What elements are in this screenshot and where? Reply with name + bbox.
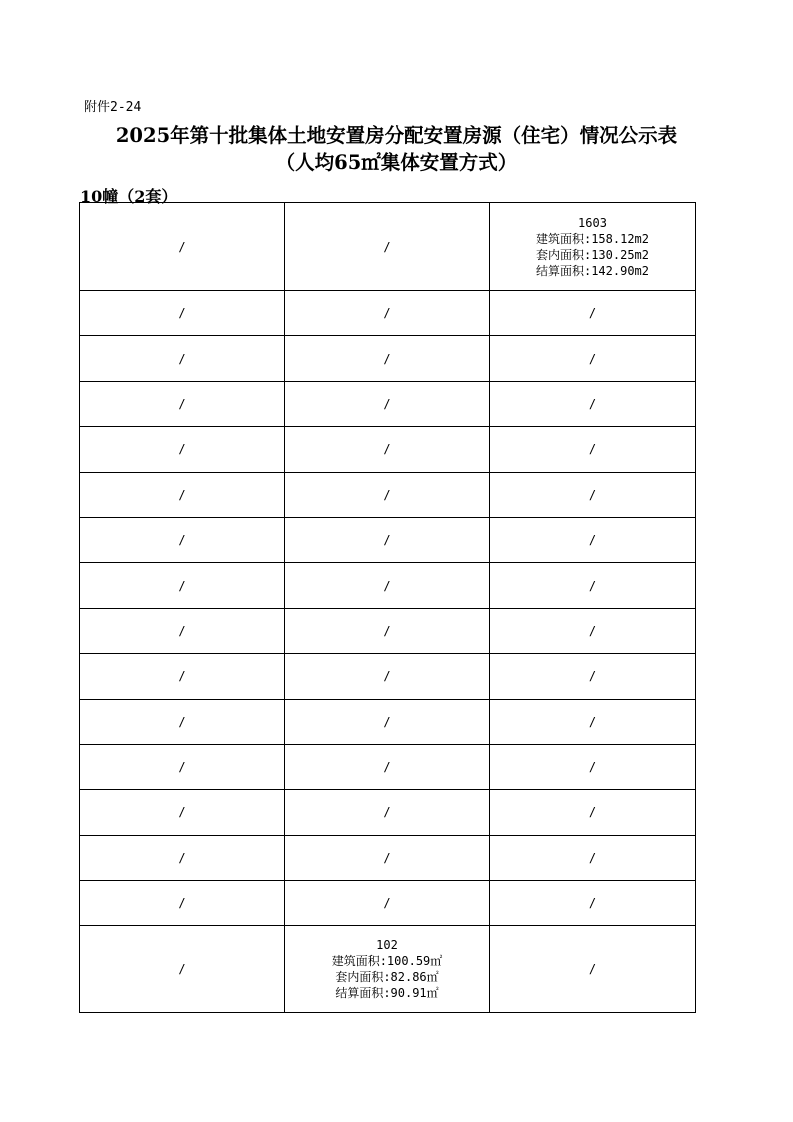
empty-cell: / <box>285 203 490 291</box>
empty-cell: / <box>285 881 490 926</box>
unit-settlement-area: 结算面积:90.91㎡ <box>335 986 439 1001</box>
empty-cell: / <box>490 291 696 336</box>
table-row <box>80 381 696 426</box>
empty-cell: / <box>80 381 285 426</box>
empty-cell: / <box>80 654 285 699</box>
table-row <box>80 563 696 608</box>
unit-cell-102 <box>285 926 490 1013</box>
table-row <box>80 835 696 880</box>
empty-cell: / <box>285 472 490 517</box>
table-row <box>80 654 696 699</box>
empty-cell: / <box>80 699 285 744</box>
empty-cell: / <box>490 336 696 381</box>
table-row <box>80 926 696 1013</box>
table-row <box>80 472 696 517</box>
empty-cell: / <box>80 835 285 880</box>
empty-cell: / <box>490 517 696 562</box>
table-row <box>80 699 696 744</box>
table-row <box>80 744 696 789</box>
empty-cell: / <box>490 926 696 1013</box>
table-row <box>80 291 696 336</box>
empty-cell: / <box>285 699 490 744</box>
empty-cell: / <box>490 563 696 608</box>
unit-cell-1603 <box>490 203 696 291</box>
empty-cell: / <box>80 608 285 653</box>
empty-cell: / <box>490 654 696 699</box>
unit-building-area: 建筑面积:100.59㎡ <box>331 954 443 969</box>
unit-building-area: 建筑面积:158.12m2 <box>535 231 650 246</box>
building-label: 10幢（2套） <box>80 187 178 206</box>
table-row <box>80 517 696 562</box>
table-row <box>80 881 696 926</box>
empty-cell: / <box>285 744 490 789</box>
empty-cell: / <box>80 881 285 926</box>
empty-cell: / <box>285 835 490 880</box>
empty-cell: / <box>285 563 490 608</box>
housing-table <box>79 202 696 1013</box>
empty-cell: / <box>490 608 696 653</box>
unit-room-number: 1603 <box>578 215 607 230</box>
empty-cell: / <box>285 381 490 426</box>
table-row <box>80 427 696 472</box>
unit-settlement-area: 结算面积:142.90m2 <box>535 263 650 278</box>
empty-cell: / <box>80 563 285 608</box>
unit-inner-area: 套内面积:82.86㎡ <box>335 970 439 985</box>
table-row <box>80 203 696 291</box>
empty-cell: / <box>80 472 285 517</box>
table-row <box>80 790 696 835</box>
empty-cell: / <box>285 790 490 835</box>
empty-cell: / <box>285 517 490 562</box>
table-row <box>80 608 696 653</box>
empty-cell: / <box>490 699 696 744</box>
unit-room-number: 102 <box>376 938 398 953</box>
empty-cell: / <box>285 291 490 336</box>
empty-cell: / <box>285 654 490 699</box>
empty-cell: / <box>285 427 490 472</box>
empty-cell: / <box>490 881 696 926</box>
empty-cell: / <box>285 336 490 381</box>
empty-cell: / <box>490 744 696 789</box>
empty-cell: / <box>80 517 285 562</box>
empty-cell: / <box>80 427 285 472</box>
empty-cell: / <box>490 427 696 472</box>
empty-cell: / <box>490 835 696 880</box>
page-subtitle: （人均65㎡集体安置方式） <box>275 151 518 174</box>
empty-cell: / <box>490 381 696 426</box>
table-row <box>80 336 696 381</box>
unit-inner-area: 套内面积:130.25m2 <box>535 247 650 262</box>
empty-cell: / <box>80 926 285 1013</box>
page-title: 2025年第十批集体土地安置房分配安置房源（住宅）情况公示表 <box>115 124 678 147</box>
empty-cell: / <box>80 790 285 835</box>
empty-cell: / <box>80 744 285 789</box>
empty-cell: / <box>285 608 490 653</box>
attachment-label: 附件2-24 <box>84 100 142 115</box>
empty-cell: / <box>490 790 696 835</box>
empty-cell: / <box>80 291 285 336</box>
empty-cell: / <box>80 336 285 381</box>
empty-cell: / <box>490 472 696 517</box>
empty-cell: / <box>80 203 285 291</box>
